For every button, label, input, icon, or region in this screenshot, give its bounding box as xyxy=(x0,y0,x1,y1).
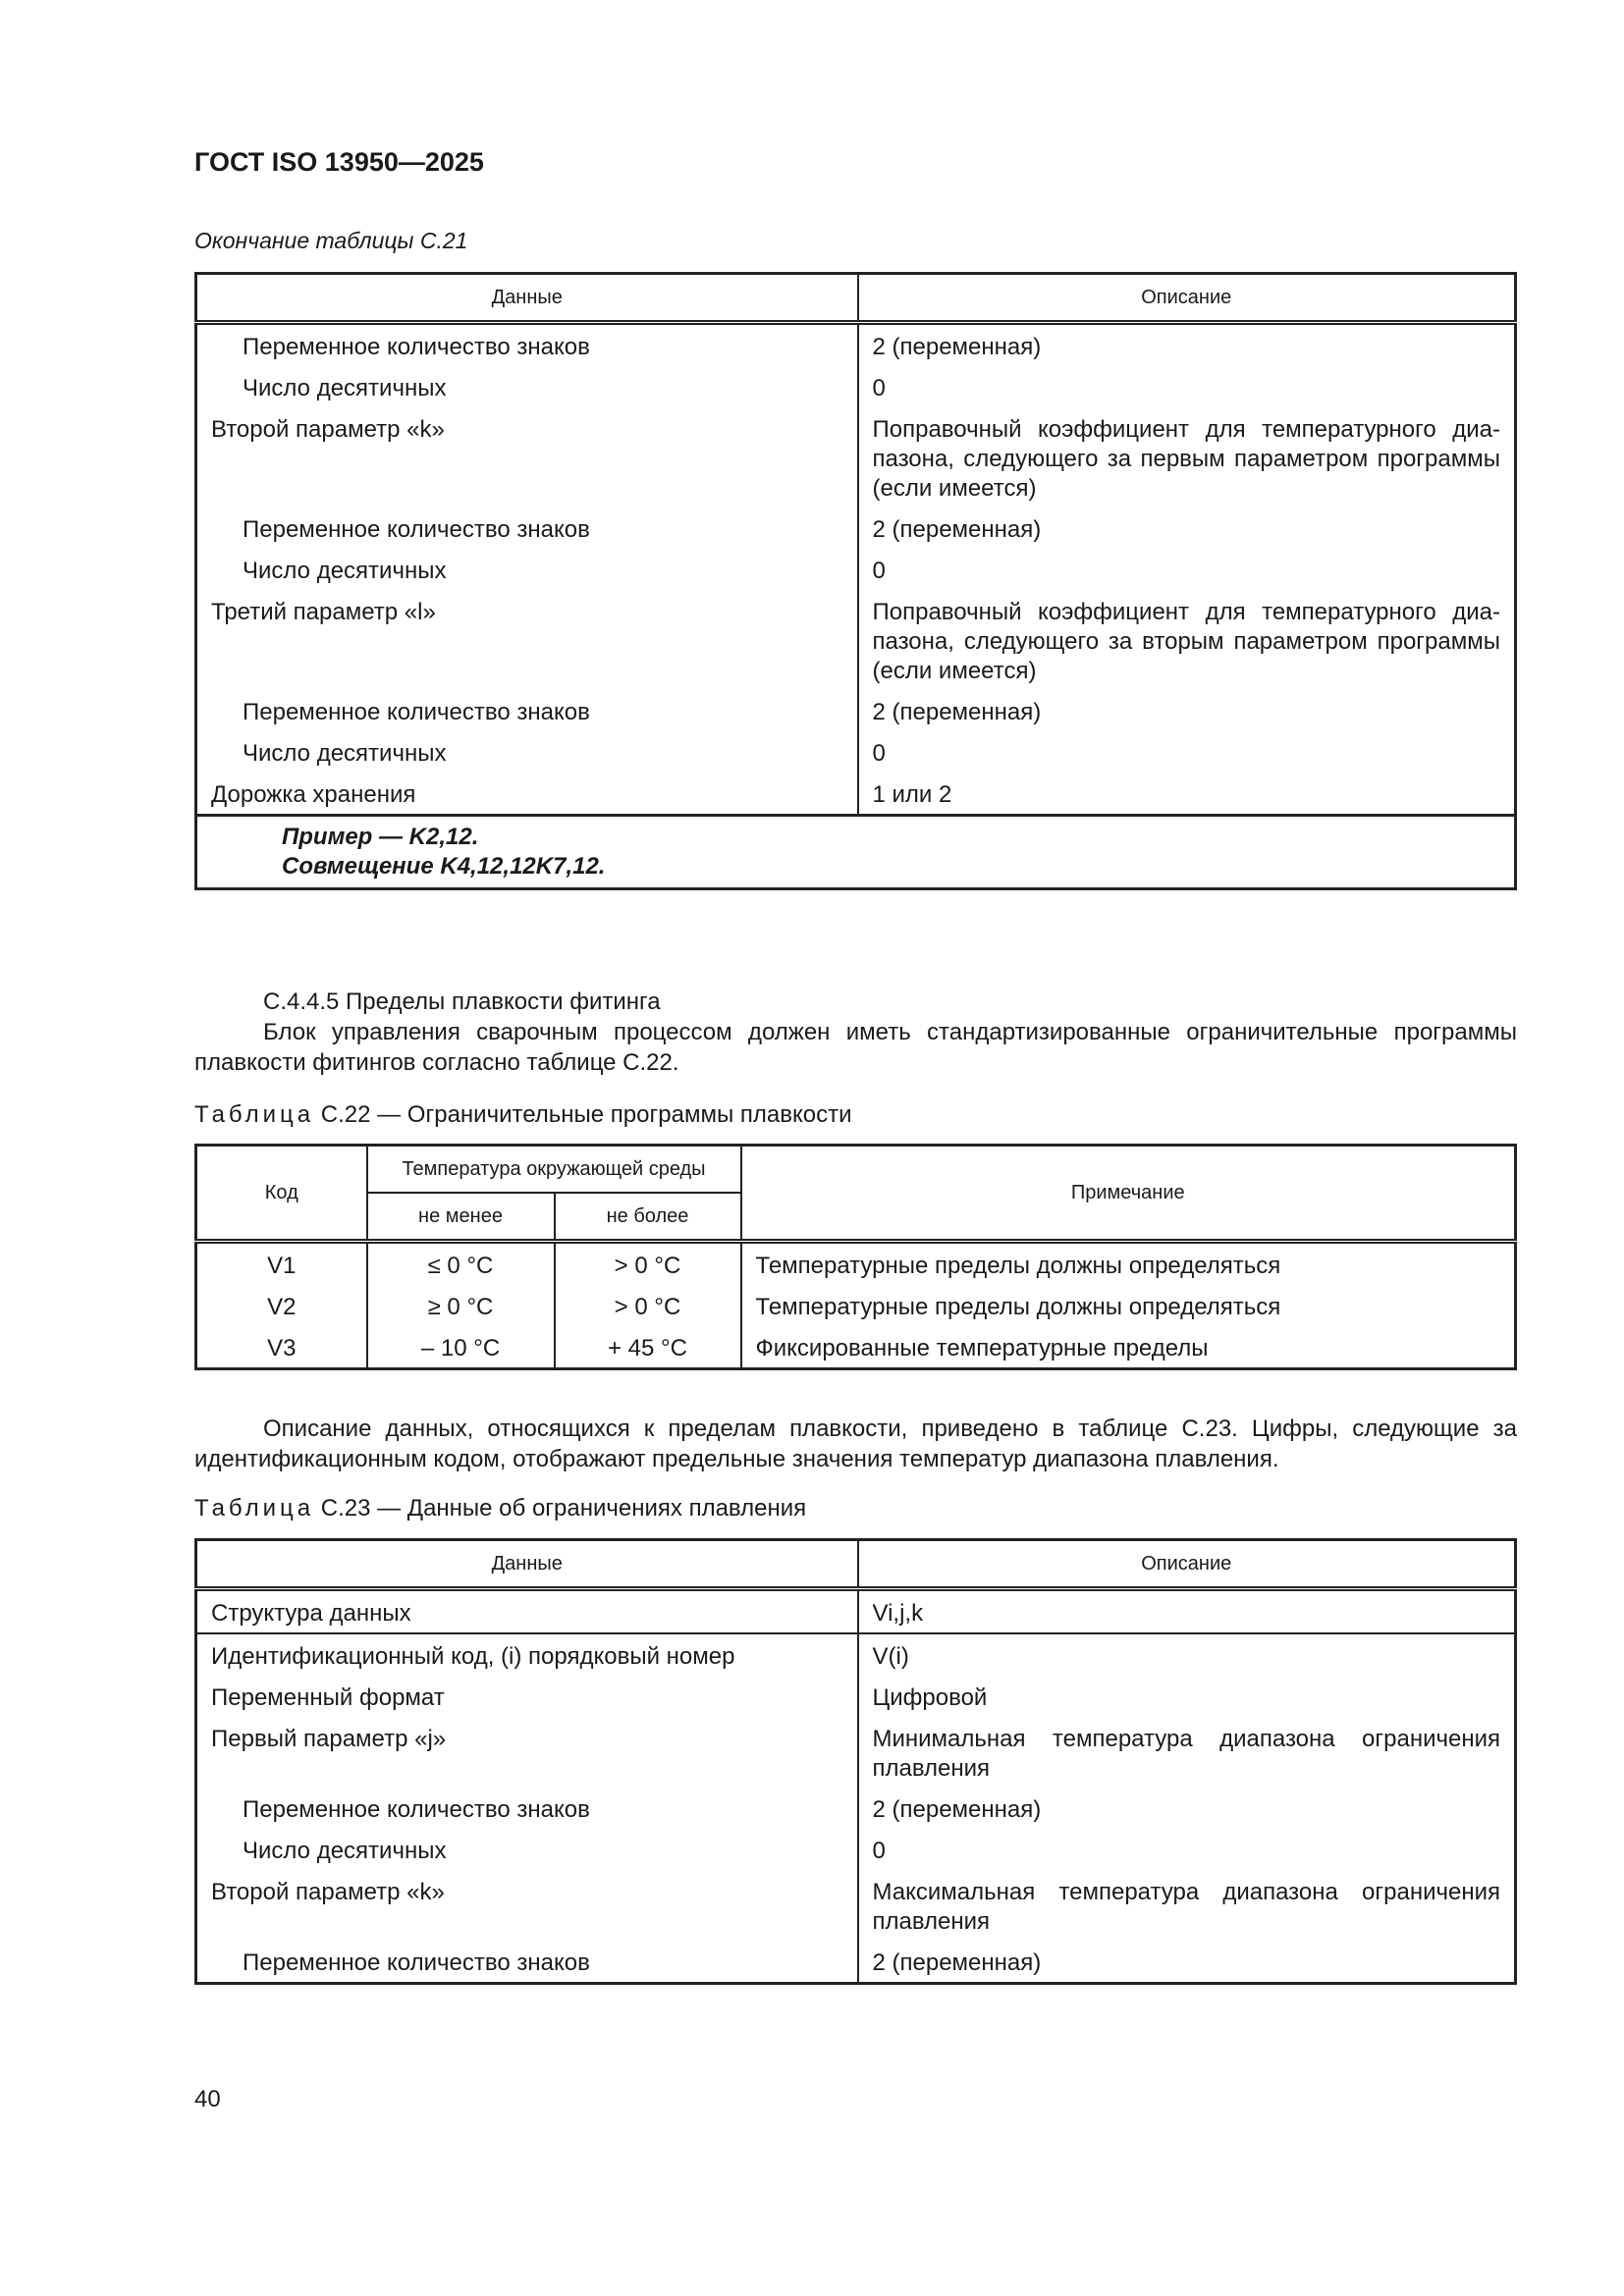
column-header: Данные xyxy=(196,1540,858,1589)
table-row xyxy=(196,773,1516,816)
table-row xyxy=(196,323,1516,367)
cell-data: Переменное количество знаков xyxy=(196,507,858,549)
column-header-temp: Температура окружающей среды xyxy=(367,1146,741,1194)
cell-desc: V(i) xyxy=(858,1633,1516,1676)
cell-min: ≤ 0 °C xyxy=(367,1242,555,1286)
cell-data: Число десятичных xyxy=(196,549,858,590)
cell-desc: 2 (переменная) xyxy=(858,1941,1516,1984)
cell-code: V3 xyxy=(196,1326,367,1369)
caption-label: Таблица xyxy=(194,1495,315,1522)
cell-desc: 2 (переменная) xyxy=(858,690,1516,731)
column-header-min: не менее xyxy=(367,1193,555,1242)
example-line: Совмещение K4,12,12K7,12. xyxy=(282,853,606,880)
cell-min: – 10 °C xyxy=(367,1326,555,1369)
cell-max: + 45 °C xyxy=(555,1326,741,1369)
column-header-code: Код xyxy=(196,1146,367,1242)
cell-data: Структура данных xyxy=(196,1589,858,1634)
cell-note: Температурные пределы должны определяться xyxy=(741,1285,1516,1326)
table-row xyxy=(196,1326,1516,1369)
cell-desc: 2 (переменная) xyxy=(858,323,1516,367)
table-row xyxy=(196,407,1516,507)
cell-desc: Поправочный коэффициент для температурного диапазона, следующего за вторым параметром программы (если имеется) xyxy=(858,590,1516,690)
cell-data: Третий параметр «l» xyxy=(196,590,858,690)
cell-data: Переменное количество знаков xyxy=(196,1788,858,1829)
cell-desc: Максимальная температура диапазона ограничения плавления xyxy=(858,1870,1516,1941)
column-header: Описание xyxy=(858,274,1516,323)
section-text: Блок управления сварочным процессом должен иметь стандартизированные ограничительные программы плавкости фитингов согласно таблице С.22. xyxy=(194,1019,1517,1076)
cell-desc: Цифровой xyxy=(858,1676,1516,1717)
cell-desc: Поправочный коэффициент для температурного диапазона, следующего за первым параметром программы (если имеется) xyxy=(858,407,1516,507)
table-row xyxy=(196,1633,1516,1676)
table-row xyxy=(196,1589,1516,1634)
cell-data: Число десятичных xyxy=(196,366,858,407)
table-row xyxy=(196,1870,1516,1941)
table-row xyxy=(196,507,1516,549)
cell-desc: 2 (переменная) xyxy=(858,507,1516,549)
column-header: Данные xyxy=(196,274,858,323)
table-row xyxy=(196,1788,1516,1829)
table-c23 xyxy=(194,1538,1517,1985)
table-c23-caption xyxy=(194,1495,806,1522)
cell-code: V1 xyxy=(196,1242,367,1286)
cell-desc: 0 xyxy=(858,549,1516,590)
table-c22-caption xyxy=(194,1101,851,1129)
cell-note: Фиксированные температурные пределы xyxy=(741,1326,1516,1369)
table-c22 xyxy=(194,1144,1517,1370)
cell-desc: Vi,j,k xyxy=(858,1589,1516,1634)
cell-min: ≥ 0 °C xyxy=(367,1285,555,1326)
section-heading: С.4.4.5 Пределы плавкости фитинга xyxy=(263,988,661,1015)
cell-desc: 0 xyxy=(858,1829,1516,1870)
table-row xyxy=(196,549,1516,590)
column-header-max: не более xyxy=(555,1193,741,1242)
cell-data: Число десятичных xyxy=(196,1829,858,1870)
cell-desc: 0 xyxy=(858,366,1516,407)
cell-data: Переменный формат xyxy=(196,1676,858,1717)
cell-data: Дорожка хранения xyxy=(196,773,858,816)
cell-desc: Минимальная температура диапазона ограничения плавления xyxy=(858,1717,1516,1788)
caption-text: С.23 — Данные об ограничениях плавления xyxy=(314,1495,807,1522)
table-example xyxy=(196,816,1516,889)
table-row xyxy=(196,1829,1516,1870)
cell-desc: 1 или 2 xyxy=(858,773,1516,816)
table-row xyxy=(196,590,1516,690)
cell-note: Температурные пределы должны определяться xyxy=(741,1242,1516,1286)
table-row xyxy=(196,1242,1516,1286)
table-row xyxy=(196,1285,1516,1326)
page-number: 40 xyxy=(194,2086,221,2112)
cell-code: V2 xyxy=(196,1285,367,1326)
cell-data: Переменное количество знаков xyxy=(196,323,858,367)
paragraph: Описание данных, относящихся к пределам плавкости, приведено в таблице С.23. Цифры, следующие за идентификационным кодом, отображают предельные значения температур диапазона плавления. xyxy=(194,1415,1517,1472)
cell-data: Второй параметр «k» xyxy=(196,1870,858,1941)
example-line: Пример — K2,12. xyxy=(282,824,479,850)
cell-data: Переменное количество знаков xyxy=(196,690,858,731)
table-row xyxy=(196,1717,1516,1788)
document-header: ГОСТ ISO 13950—2025 xyxy=(194,147,484,177)
column-header: Описание xyxy=(858,1540,1516,1589)
table-row xyxy=(196,1941,1516,1984)
caption-label: Таблица xyxy=(194,1101,315,1128)
cell-data: Переменное количество знаков xyxy=(196,1941,858,1984)
table-row xyxy=(196,366,1516,407)
caption-text: С.22 — Ограничительные программы плавкости xyxy=(314,1101,852,1128)
cell-data: Число десятичных xyxy=(196,731,858,773)
cell-max: > 0 °C xyxy=(555,1242,741,1286)
column-header-note: Примечание xyxy=(741,1146,1516,1242)
table-continuation-caption: Окончание таблицы С.21 xyxy=(194,228,468,253)
cell-desc: 2 (переменная) xyxy=(858,1788,1516,1829)
table-c21 xyxy=(194,272,1517,890)
table-row xyxy=(196,690,1516,731)
table-row xyxy=(196,1676,1516,1717)
cell-max: > 0 °C xyxy=(555,1285,741,1326)
cell-data: Идентификационный код, (i) порядковый номер xyxy=(196,1633,858,1676)
cell-data: Первый параметр «j» xyxy=(196,1717,858,1788)
cell-data: Второй параметр «k» xyxy=(196,407,858,507)
cell-desc: 0 xyxy=(858,731,1516,773)
table-row xyxy=(196,731,1516,773)
